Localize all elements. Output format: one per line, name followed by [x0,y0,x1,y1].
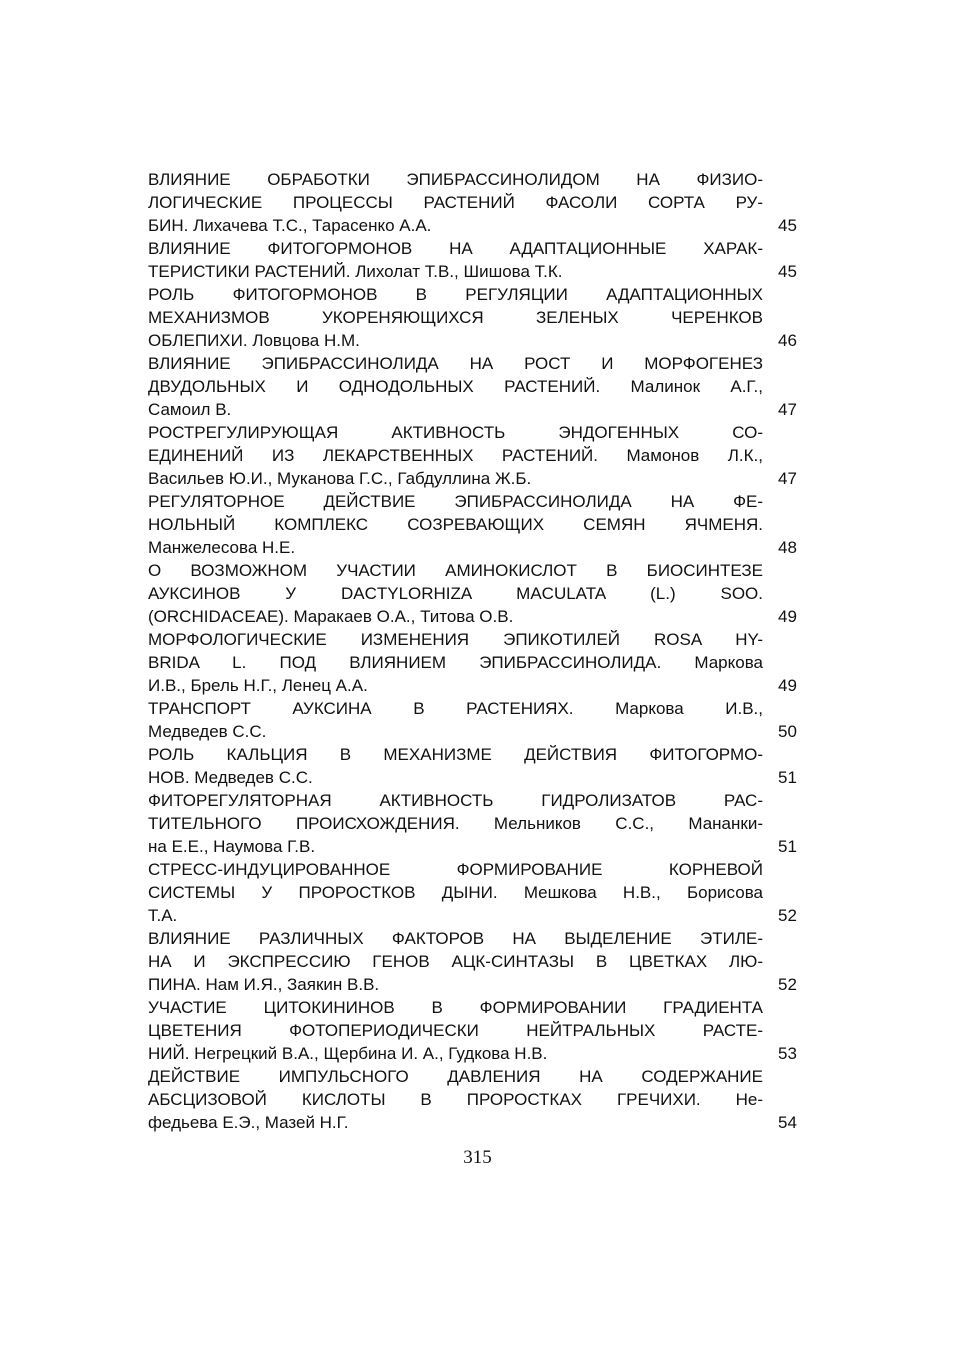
toc-page-number: 53 [778,1044,797,1063]
toc-entry-line: ВЛИЯНИЕ ОБРАБОТКИ ЭПИБРАССИНОЛИДОМ НА ФИЗИО- [148,170,763,189]
toc-entry [148,237,803,283]
toc-entry-line-text: федьева Е.Э., Мазей Н.Г. [148,1113,349,1132]
toc-entry-line: РОЛЬ КАЛЬЦИЯ В МЕХАНИЗМЕ ДЕЙСТВИЯ ФИТОГОРМО- [148,745,763,764]
toc-entry [148,168,803,237]
toc-entry-line-text: НОВ. Медведев С.С. [148,768,313,787]
toc-page-number: 45 [778,262,797,281]
toc-entry-line-text: БИН. Лихачева Т.С., Тарасенко А.А. [148,216,432,235]
toc-entry-line: ДЕЙСТВИЕ ИМПУЛЬСНОГО ДАВЛЕНИЯ НА СОДЕРЖАНИЕ [148,1067,763,1086]
toc-entry-line: УЧАСТИЕ ЦИТОКИНИНОВ В ФОРМИРОВАНИИ ГРАДИЕНТА [148,998,763,1017]
toc-page-number: 52 [778,906,797,925]
toc-entry-line: МЕХАНИЗМОВ УКОРЕНЯЮЩИХСЯ ЗЕЛЕНЫХ ЧЕРЕНКОВ [148,308,763,327]
toc-entry-line: СТРЕСС-ИНДУЦИРОВАННОЕ ФОРМИРОВАНИЕ КОРНЕВОЙ [148,860,763,879]
toc-entry-line: ДВУДОЛЬНЫХ И ОДНОДОЛЬНЫХ РАСТЕНИЙ. Малинок А.Г., [148,377,763,396]
toc-page-number: 47 [778,469,797,488]
toc-entry-line: О ВОЗМОЖНОМ УЧАСТИИ АМИНОКИСЛОТ В БИОСИНТЕЗЕ [148,561,763,580]
toc-entry-line-text: на Е.Е., Наумова Г.В. [148,837,316,856]
toc-entry-line-text: Т.А. [148,906,178,925]
toc-entry-line [148,720,797,743]
toc-entry-line-text: ТЕРИСТИКИ РАСТЕНИЙ. Лихолат Т.В., Шишова Т.К. [148,262,563,281]
toc-entry-line: BRIDA L. ПОД ВЛИЯНИЕМ ЭПИБРАССИНОЛИДА. Маркова [148,653,763,672]
toc-page-number: 51 [778,837,797,856]
toc-entry-line-text: Самоил В. [148,400,232,419]
toc-entry-line-text: НИЙ. Негрецкий В.А., Щербина И. А., Гудкова Н.В. [148,1044,548,1063]
toc-entry-line [148,329,797,352]
toc-entry-line-text: (ORCHIDACEAE). Маракаев О.А., Титова О.В. [148,607,514,626]
toc-page-number: 54 [778,1113,797,1132]
toc-entry [148,858,803,927]
toc-entry-line: АБСЦИЗОВОЙ КИСЛОТЫ В ПРОРОСТКАХ ГРЕЧИХИ. Не- [148,1090,763,1109]
toc-entry-line [148,260,797,283]
toc-page-number: 50 [778,722,797,741]
toc-entry [148,490,803,559]
toc-entry-line: ЦВЕТЕНИЯ ФОТОПЕРИОДИЧЕСКИ НЕЙТРАЛЬНЫХ РАСТЕ- [148,1021,763,1040]
toc-page-number: 49 [778,607,797,626]
toc-entry-line: МОРФОЛОГИЧЕСКИЕ ИЗМЕНЕНИЯ ЭПИКОТИЛЕЙ ROSA HY- [148,630,763,649]
toc-entry-line [148,835,797,858]
toc-entry [148,352,803,421]
toc-entry-line [148,214,797,237]
toc-entry-line-text: Манжелесова Н.Е. [148,538,296,557]
toc-entry-line: ТРАНСПОРТ АУКСИНА В РАСТЕНИЯХ. Маркова И.В., [148,699,763,718]
toc-entry-line-text: ПИНА. Нам И.Я., Заякин В.В. [148,975,380,994]
toc-entry [148,996,803,1065]
toc-page-number: 46 [778,331,797,350]
toc-entry-line [148,467,797,490]
toc-entry-line: ФИТОРЕГУЛЯТОРНАЯ АКТИВНОСТЬ ГИДРОЛИЗАТОВ РАС- [148,791,763,810]
toc-entry-line [148,398,797,421]
toc-entry-line-text: Васильев Ю.И., Муканова Г.С., Габдуллина Ж.Б. [148,469,532,488]
toc-entry-line-text: И.В., Брель Н.Г., Ленец А.А. [148,676,368,695]
toc-entry-line [148,674,797,697]
toc-entry-line: ВЛИЯНИЕ ФИТОГОРМОНОВ НА АДАПТАЦИОННЫЕ ХАРАК- [148,239,763,258]
toc-entry-line: НОЛЬНЫЙ КОМПЛЕКС СОЗРЕВАЮЩИХ СЕМЯН ЯЧМЕНЯ. [148,515,763,534]
toc-entry [148,283,803,352]
toc-entry-line-text: Медведев С.С. [148,722,267,741]
toc-entry-line: СИСТЕМЫ У ПРОРОСТКОВ ДЫНИ. Мешкова Н.В., Борисова [148,883,763,902]
toc-page-number: 52 [778,975,797,994]
toc-page-number: 48 [778,538,797,557]
table-of-contents [148,168,803,1134]
toc-entry-line: ВЛИЯНИЕ ЭПИБРАССИНОЛИДА НА РОСТ И МОРФОГЕНЕЗ [148,354,763,373]
toc-entry-line: ВЛИЯНИЕ РАЗЛИЧНЫХ ФАКТОРОВ НА ВЫДЕЛЕНИЕ ЭТИЛЕ- [148,929,763,948]
toc-entry-line [148,536,797,559]
toc-entry [148,927,803,996]
toc-entry-line [148,1111,797,1134]
toc-entry-line: ЛОГИЧЕСКИЕ ПРОЦЕССЫ РАСТЕНИЙ ФАСОЛИ СОРТА РУ- [148,193,763,212]
toc-entry-line [148,605,797,628]
toc-entry [148,743,803,789]
toc-entry-line: ТИТЕЛЬНОГО ПРОИСХОЖДЕНИЯ. Мельников С.С., Мананки- [148,814,763,833]
toc-entry-line: РОСТРЕГУЛИРУЮЩАЯ АКТИВНОСТЬ ЭНДОГЕННЫХ СО- [148,423,763,442]
toc-page-number: 51 [778,768,797,787]
toc-entry-line [148,766,797,789]
toc-entry [148,789,803,858]
toc-entry [148,628,803,697]
toc-entry-line: РЕГУЛЯТОРНОЕ ДЕЙСТВИЕ ЭПИБРАССИНОЛИДА НА ФЕ- [148,492,763,511]
toc-entry-line: НА И ЭКСПРЕССИЮ ГЕНОВ АЦК-СИНТАЗЫ В ЦВЕТКАХ ЛЮ- [148,952,763,971]
toc-entry [148,559,803,628]
toc-entry-line-text: ОБЛЕПИХИ. Ловцова Н.М. [148,331,360,350]
toc-entry-line [148,973,797,996]
page-number-footer: 315 [463,1147,492,1168]
toc-page-number: 47 [778,400,797,419]
toc-entry [148,421,803,490]
toc-entry-line [148,904,797,927]
toc-entry-line: РОЛЬ ФИТОГОРМОНОВ В РЕГУЛЯЦИИ АДАПТАЦИОННЫХ [148,285,763,304]
toc-entry [148,697,803,743]
toc-entry-line: ЕДИНЕНИЙ ИЗ ЛЕКАРСТВЕННЫХ РАСТЕНИЙ. Мамонов Л.К., [148,446,763,465]
toc-entry [148,1065,803,1134]
toc-entry-line [148,1042,797,1065]
toc-page-number: 49 [778,676,797,695]
toc-page-number: 45 [778,216,797,235]
toc-entry-line: АУКСИНОВ У DACTYLORHIZA MACULATA (L.) SOO. [148,584,763,603]
